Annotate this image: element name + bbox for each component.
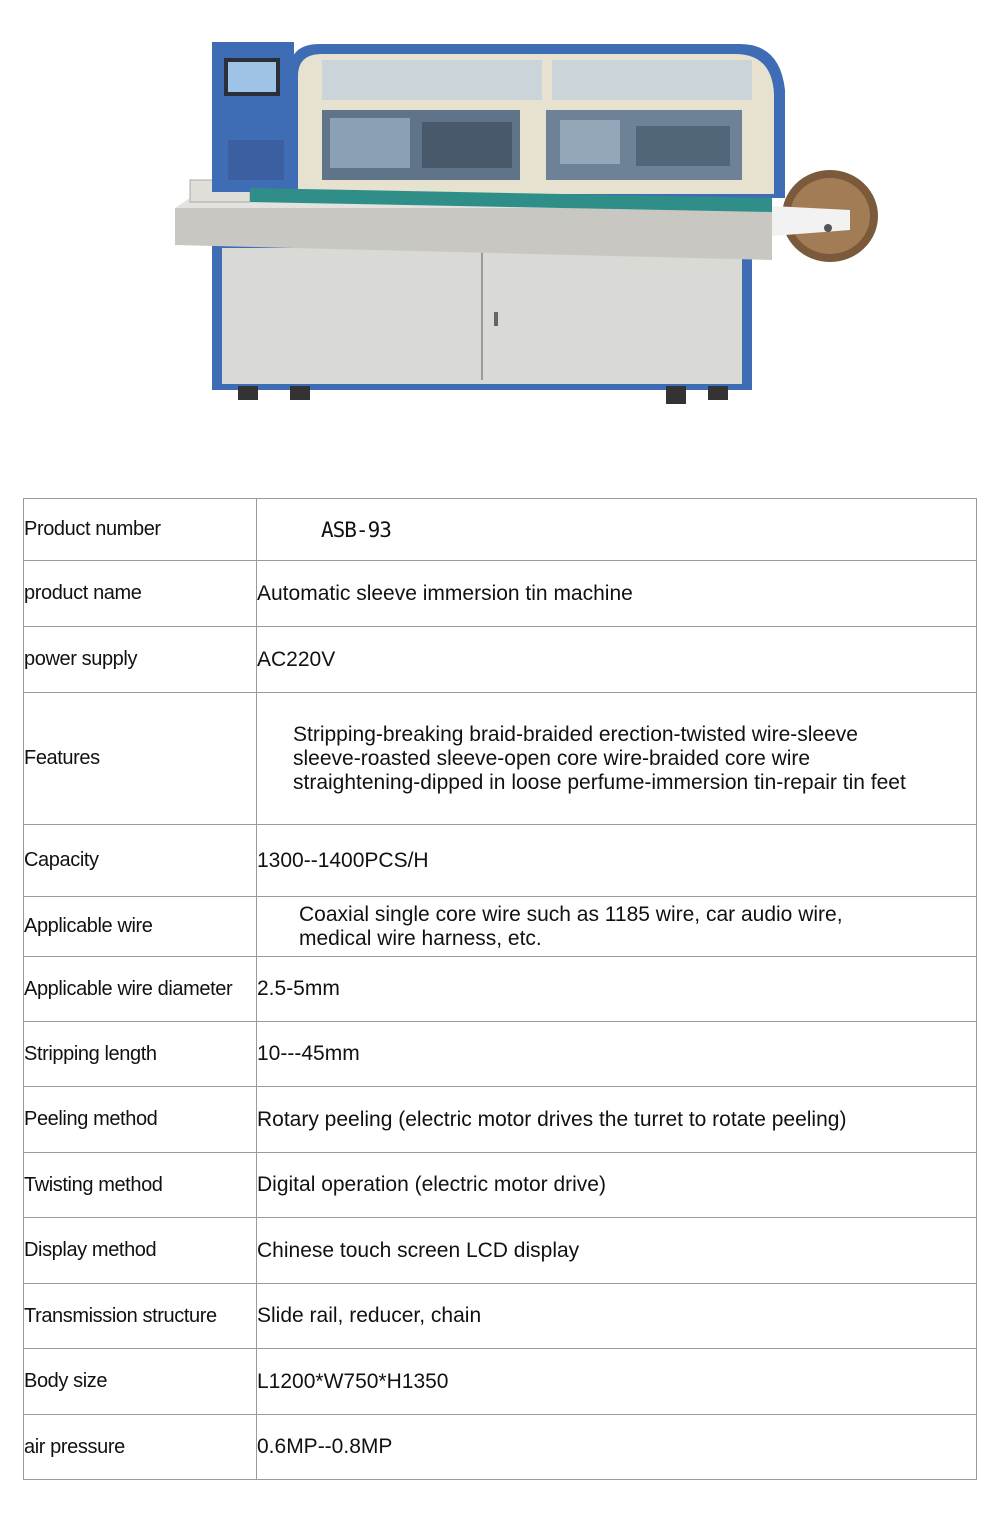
spec-label: Applicable wire: [24, 897, 257, 957]
spec-value: AC220V: [257, 627, 977, 693]
spec-value: Automatic sleeve immersion tin machine: [257, 561, 977, 627]
spec-value-line: sleeve-roasted sleeve-open core wire-braided core wire: [293, 746, 811, 770]
spec-value: Slide rail, reducer, chain: [257, 1284, 977, 1349]
machine-photo: [160, 30, 890, 430]
spec-value: Digital operation (electric motor drive): [257, 1153, 977, 1218]
spec-label: Applicable wire diameter: [24, 957, 257, 1022]
spec-label: Twisting method: [24, 1153, 257, 1218]
table-row: [24, 1284, 977, 1349]
spec-value: L1200*W750*H1350: [257, 1349, 977, 1415]
spec-value-line: medical wire harness, etc.: [299, 926, 542, 950]
spec-value: 2.5-5mm: [257, 957, 977, 1022]
table-row: [24, 561, 977, 627]
spec-label: Body size: [24, 1349, 257, 1415]
table-row: [24, 693, 977, 825]
table-row: [24, 957, 977, 1022]
spec-value: 0.6MP--0.8MP: [257, 1415, 977, 1480]
spec-value: 10---45mm: [257, 1022, 977, 1087]
spec-label: Peeling method: [24, 1087, 257, 1153]
spec-label: power supply: [24, 627, 257, 693]
spec-label: Transmission structure: [24, 1284, 257, 1349]
spec-value: 1300--1400PCS/H: [257, 825, 977, 897]
spec-label: product name: [24, 561, 257, 627]
spec-value-line: straightening-dipped in loose perfume-immersion tin-repair tin feet: [293, 770, 906, 794]
spec-value-line: Stripping-breaking braid-braided erection-twisted wire-sleeve: [293, 722, 858, 746]
table-row: [24, 1153, 977, 1218]
table-row: [24, 1022, 977, 1087]
table-row: [24, 1349, 977, 1415]
spec-label: air pressure: [24, 1415, 257, 1480]
spec-label: Product number: [24, 499, 257, 561]
spec-value: Rotary peeling (electric motor drives the turret to rotate peeling): [257, 1087, 977, 1153]
spec-label: Capacity: [24, 825, 257, 897]
table-row: [24, 825, 977, 897]
table-row: [24, 1415, 977, 1480]
table-row: [24, 499, 977, 561]
spec-value: [257, 693, 977, 825]
table-row: [24, 1218, 977, 1284]
table-row: [24, 627, 977, 693]
table-row: [24, 897, 977, 957]
spec-label: Display method: [24, 1218, 257, 1284]
spec-value-line: Coaxial single core wire such as 1185 wire, car audio wire,: [299, 902, 843, 926]
table-row: [24, 1087, 977, 1153]
spec-label: Stripping length: [24, 1022, 257, 1087]
spec-table: [23, 498, 977, 1480]
spec-value: Chinese touch screen LCD display: [257, 1218, 977, 1284]
spec-value: ASB-93: [257, 499, 977, 561]
spec-value: [257, 897, 977, 957]
spec-label: Features: [24, 693, 257, 825]
